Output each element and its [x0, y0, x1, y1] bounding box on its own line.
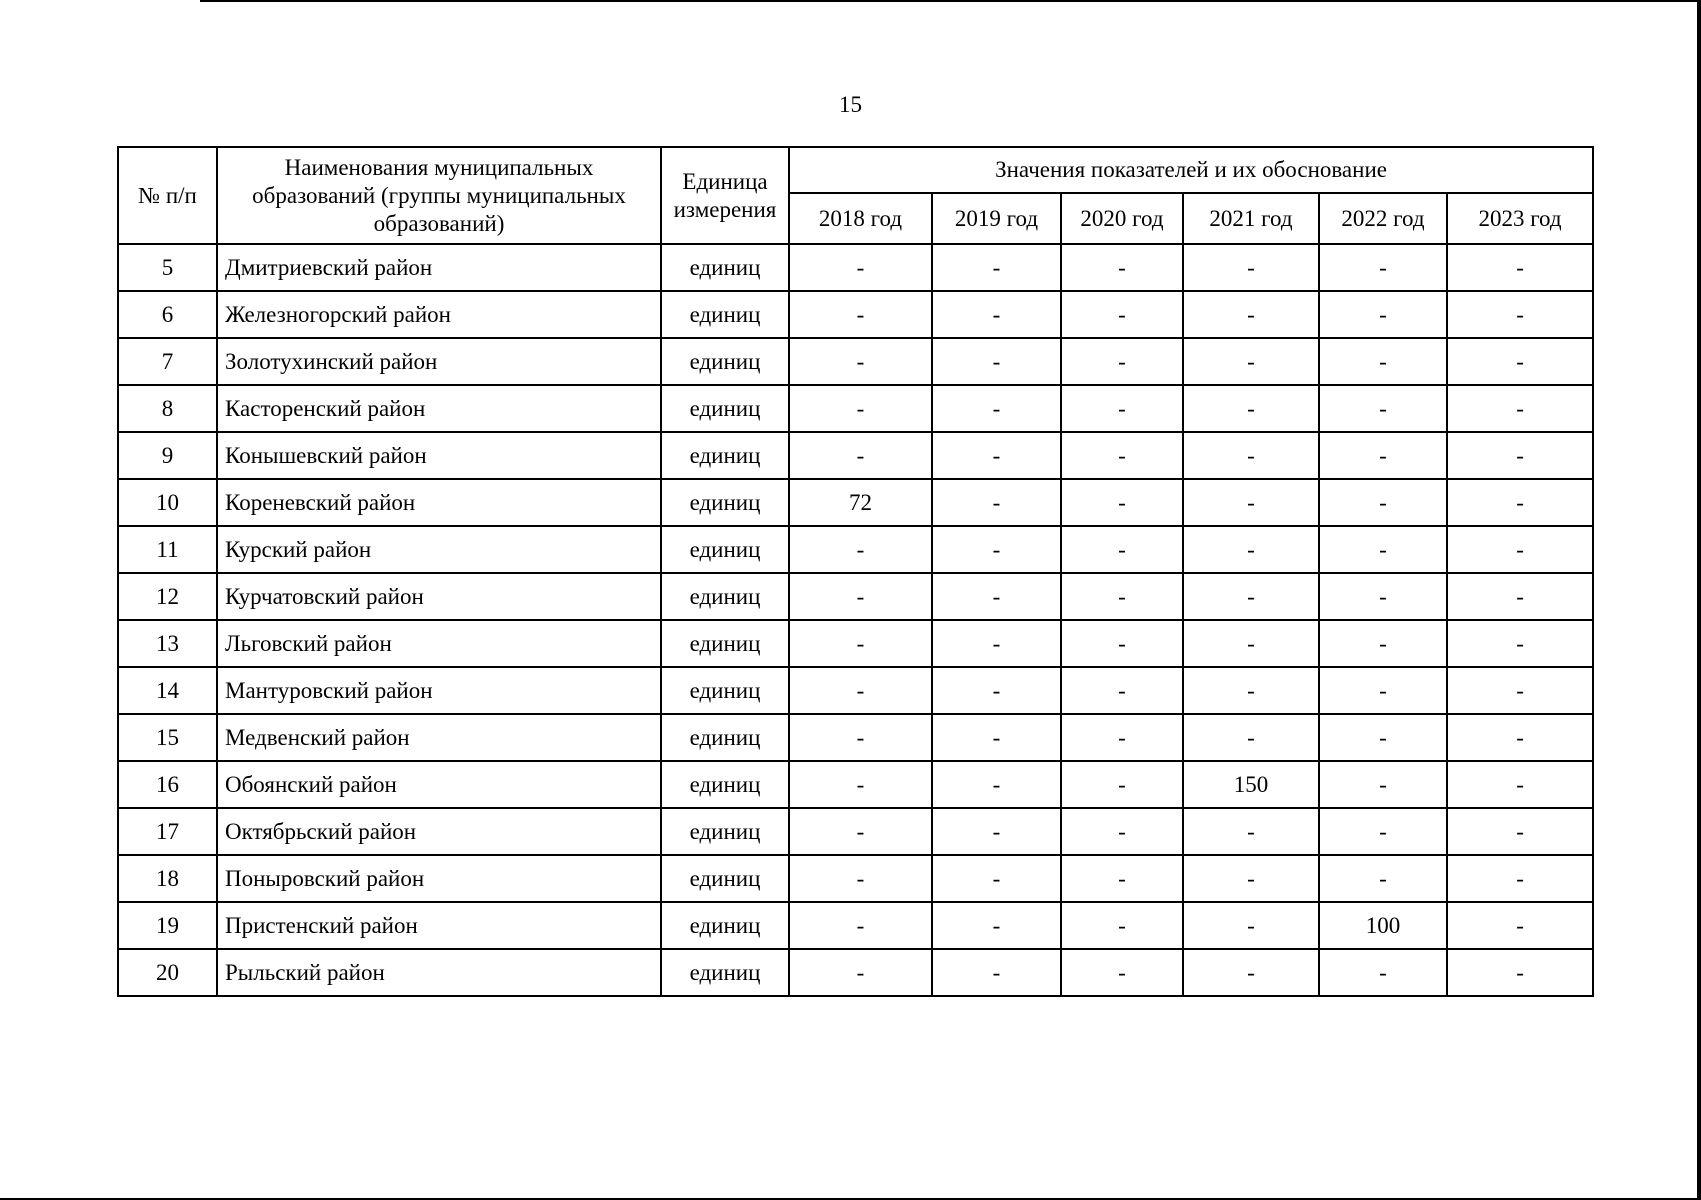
row-value-cell: -	[789, 385, 932, 432]
table-row	[118, 385, 1593, 432]
row-value-cell: -	[1183, 385, 1319, 432]
row-num-cell: 11	[118, 526, 217, 573]
row-value-cell: -	[1447, 432, 1593, 479]
row-name-cell: Медвенский район	[217, 714, 661, 761]
row-value-cell: -	[1447, 902, 1593, 949]
table-row	[118, 620, 1593, 667]
row-value-cell: -	[1183, 244, 1319, 291]
row-value-cell: -	[1319, 432, 1447, 479]
row-value-cell: -	[1447, 808, 1593, 855]
row-name-cell: Курчатовский район	[217, 573, 661, 620]
page-number: 15	[839, 92, 862, 117]
table-row	[118, 949, 1593, 996]
row-value-cell: -	[1061, 855, 1183, 902]
header-unit: Единица измерения	[661, 147, 789, 244]
table-row	[118, 244, 1593, 291]
row-unit-cell: единиц	[661, 479, 789, 526]
row-value-cell: -	[1447, 573, 1593, 620]
row-num-cell: 18	[118, 855, 217, 902]
row-value-cell: -	[1319, 761, 1447, 808]
row-value-cell: -	[1319, 949, 1447, 996]
row-value-cell: -	[932, 855, 1061, 902]
row-value-cell: -	[789, 714, 932, 761]
row-value-cell: -	[1061, 291, 1183, 338]
row-value-cell: 100	[1319, 902, 1447, 949]
row-unit-cell: единиц	[661, 855, 789, 902]
row-value-cell: -	[1319, 808, 1447, 855]
row-unit-cell: единиц	[661, 526, 789, 573]
row-value-cell: -	[1319, 714, 1447, 761]
row-num-cell: 14	[118, 667, 217, 714]
row-name-cell: Мантуровский район	[217, 667, 661, 714]
row-name-cell: Рыльский район	[217, 949, 661, 996]
row-unit-cell: единиц	[661, 808, 789, 855]
row-value-cell: -	[789, 902, 932, 949]
row-value-cell: -	[1061, 667, 1183, 714]
row-value-cell: -	[1183, 526, 1319, 573]
table-row	[118, 338, 1593, 385]
row-value-cell: -	[1447, 385, 1593, 432]
row-value-cell: -	[932, 432, 1061, 479]
row-value-cell: -	[1061, 244, 1183, 291]
row-name-cell: Кореневский район	[217, 479, 661, 526]
row-value-cell: -	[932, 338, 1061, 385]
table-row	[118, 855, 1593, 902]
row-value-cell: -	[789, 667, 932, 714]
row-unit-cell: единиц	[661, 244, 789, 291]
row-value-cell: -	[932, 808, 1061, 855]
row-value-cell: -	[1447, 244, 1593, 291]
row-value-cell: -	[1447, 667, 1593, 714]
header-num: № п/п	[118, 147, 217, 244]
row-value-cell: -	[1183, 667, 1319, 714]
row-value-cell: -	[1447, 479, 1593, 526]
row-value-cell: -	[789, 620, 932, 667]
row-num-cell: 9	[118, 432, 217, 479]
row-value-cell: -	[932, 385, 1061, 432]
row-value-cell: -	[1319, 244, 1447, 291]
row-value-cell: -	[1319, 620, 1447, 667]
header-year: 2022 год	[1319, 193, 1447, 244]
row-value-cell: -	[1183, 291, 1319, 338]
row-value-cell: -	[1183, 714, 1319, 761]
row-value-cell: -	[1447, 855, 1593, 902]
row-value-cell: -	[1319, 855, 1447, 902]
row-num-cell: 19	[118, 902, 217, 949]
row-value-cell: -	[789, 855, 932, 902]
row-value-cell: -	[1319, 479, 1447, 526]
row-value-cell: -	[1183, 855, 1319, 902]
header-values: Значения показателей и их обоснование	[789, 147, 1593, 193]
row-value-cell: -	[789, 808, 932, 855]
header-year: 2021 год	[1183, 193, 1319, 244]
row-value-cell: -	[1183, 479, 1319, 526]
row-value-cell: -	[1183, 573, 1319, 620]
row-value-cell: -	[789, 291, 932, 338]
row-value-cell: -	[1061, 432, 1183, 479]
row-unit-cell: единиц	[661, 714, 789, 761]
row-unit-cell: единиц	[661, 667, 789, 714]
row-num-cell: 6	[118, 291, 217, 338]
row-value-cell: -	[1061, 808, 1183, 855]
row-value-cell: -	[932, 526, 1061, 573]
row-value-cell: -	[1183, 949, 1319, 996]
row-value-cell: -	[1183, 620, 1319, 667]
header-row-top	[118, 147, 1593, 193]
row-name-cell: Железногорский район	[217, 291, 661, 338]
row-value-cell: -	[932, 573, 1061, 620]
row-num-cell: 20	[118, 949, 217, 996]
table-row	[118, 667, 1593, 714]
table-row	[118, 808, 1593, 855]
row-unit-cell: единиц	[661, 432, 789, 479]
row-value-cell: -	[932, 714, 1061, 761]
table-row	[118, 902, 1593, 949]
row-value-cell: 72	[789, 479, 932, 526]
row-value-cell: -	[1447, 714, 1593, 761]
row-value-cell: -	[932, 902, 1061, 949]
table-row	[118, 714, 1593, 761]
row-value-cell: -	[1447, 949, 1593, 996]
row-num-cell: 8	[118, 385, 217, 432]
row-value-cell: -	[1183, 808, 1319, 855]
row-value-cell: -	[1447, 526, 1593, 573]
row-num-cell: 5	[118, 244, 217, 291]
header-year: 2019 год	[932, 193, 1061, 244]
row-value-cell: -	[1061, 526, 1183, 573]
indicators-table	[117, 146, 1594, 997]
row-num-cell: 10	[118, 479, 217, 526]
row-value-cell: -	[789, 573, 932, 620]
row-value-cell: -	[1447, 761, 1593, 808]
table-row	[118, 479, 1593, 526]
row-unit-cell: единиц	[661, 902, 789, 949]
row-value-cell: -	[1183, 432, 1319, 479]
row-num-cell: 15	[118, 714, 217, 761]
row-value-cell: -	[1061, 949, 1183, 996]
scan-edge-right	[1697, 0, 1701, 1200]
row-num-cell: 16	[118, 761, 217, 808]
row-value-cell: -	[932, 620, 1061, 667]
row-num-cell: 13	[118, 620, 217, 667]
row-num-cell: 7	[118, 338, 217, 385]
row-unit-cell: единиц	[661, 338, 789, 385]
table-row	[118, 432, 1593, 479]
row-value-cell: -	[789, 949, 932, 996]
row-value-cell: -	[1061, 761, 1183, 808]
row-name-cell: Пристенский район	[217, 902, 661, 949]
row-name-cell: Касторенский район	[217, 385, 661, 432]
row-name-cell: Октябрьский район	[217, 808, 661, 855]
header-year: 2023 год	[1447, 193, 1593, 244]
row-value-cell: -	[1319, 291, 1447, 338]
row-value-cell: -	[1319, 667, 1447, 714]
row-value-cell: -	[1061, 620, 1183, 667]
row-name-cell: Курский район	[217, 526, 661, 573]
header-name: Наименования муниципальных образований (группы муниципальных образований)	[217, 147, 661, 244]
row-value-cell: -	[789, 338, 932, 385]
row-value-cell: 150	[1183, 761, 1319, 808]
table-body	[118, 244, 1593, 996]
scan-edge-top	[200, 0, 1701, 2]
row-value-cell: -	[789, 432, 932, 479]
row-value-cell: -	[932, 949, 1061, 996]
row-value-cell: -	[1319, 385, 1447, 432]
row-value-cell: -	[932, 479, 1061, 526]
row-value-cell: -	[1447, 620, 1593, 667]
row-value-cell: -	[1061, 902, 1183, 949]
table-row	[118, 573, 1593, 620]
row-value-cell: -	[1061, 714, 1183, 761]
row-value-cell: -	[1061, 479, 1183, 526]
row-value-cell: -	[1447, 338, 1593, 385]
row-value-cell: -	[1319, 573, 1447, 620]
row-value-cell: -	[1183, 338, 1319, 385]
row-value-cell: -	[789, 761, 932, 808]
row-unit-cell: единиц	[661, 761, 789, 808]
row-unit-cell: единиц	[661, 620, 789, 667]
row-num-cell: 17	[118, 808, 217, 855]
row-value-cell: -	[789, 244, 932, 291]
header-year: 2020 год	[1061, 193, 1183, 244]
row-value-cell: -	[932, 761, 1061, 808]
table-row	[118, 291, 1593, 338]
row-unit-cell: единиц	[661, 385, 789, 432]
row-value-cell: -	[789, 526, 932, 573]
row-value-cell: -	[1319, 338, 1447, 385]
row-value-cell: -	[1319, 526, 1447, 573]
row-value-cell: -	[932, 667, 1061, 714]
row-name-cell: Льговский район	[217, 620, 661, 667]
table-row	[118, 526, 1593, 573]
row-unit-cell: единиц	[661, 949, 789, 996]
row-unit-cell: единиц	[661, 291, 789, 338]
table-row	[118, 761, 1593, 808]
row-unit-cell: единиц	[661, 573, 789, 620]
row-value-cell: -	[1183, 902, 1319, 949]
row-value-cell: -	[1061, 385, 1183, 432]
header-year: 2018 год	[789, 193, 932, 244]
row-name-cell: Конышевский район	[217, 432, 661, 479]
row-name-cell: Дмитриевский район	[217, 244, 661, 291]
row-value-cell: -	[932, 291, 1061, 338]
row-name-cell: Золотухинский район	[217, 338, 661, 385]
row-value-cell: -	[932, 244, 1061, 291]
row-value-cell: -	[1447, 291, 1593, 338]
row-num-cell: 12	[118, 573, 217, 620]
row-value-cell: -	[1061, 573, 1183, 620]
row-name-cell: Обоянский район	[217, 761, 661, 808]
row-value-cell: -	[1061, 338, 1183, 385]
row-name-cell: Поныровский район	[217, 855, 661, 902]
